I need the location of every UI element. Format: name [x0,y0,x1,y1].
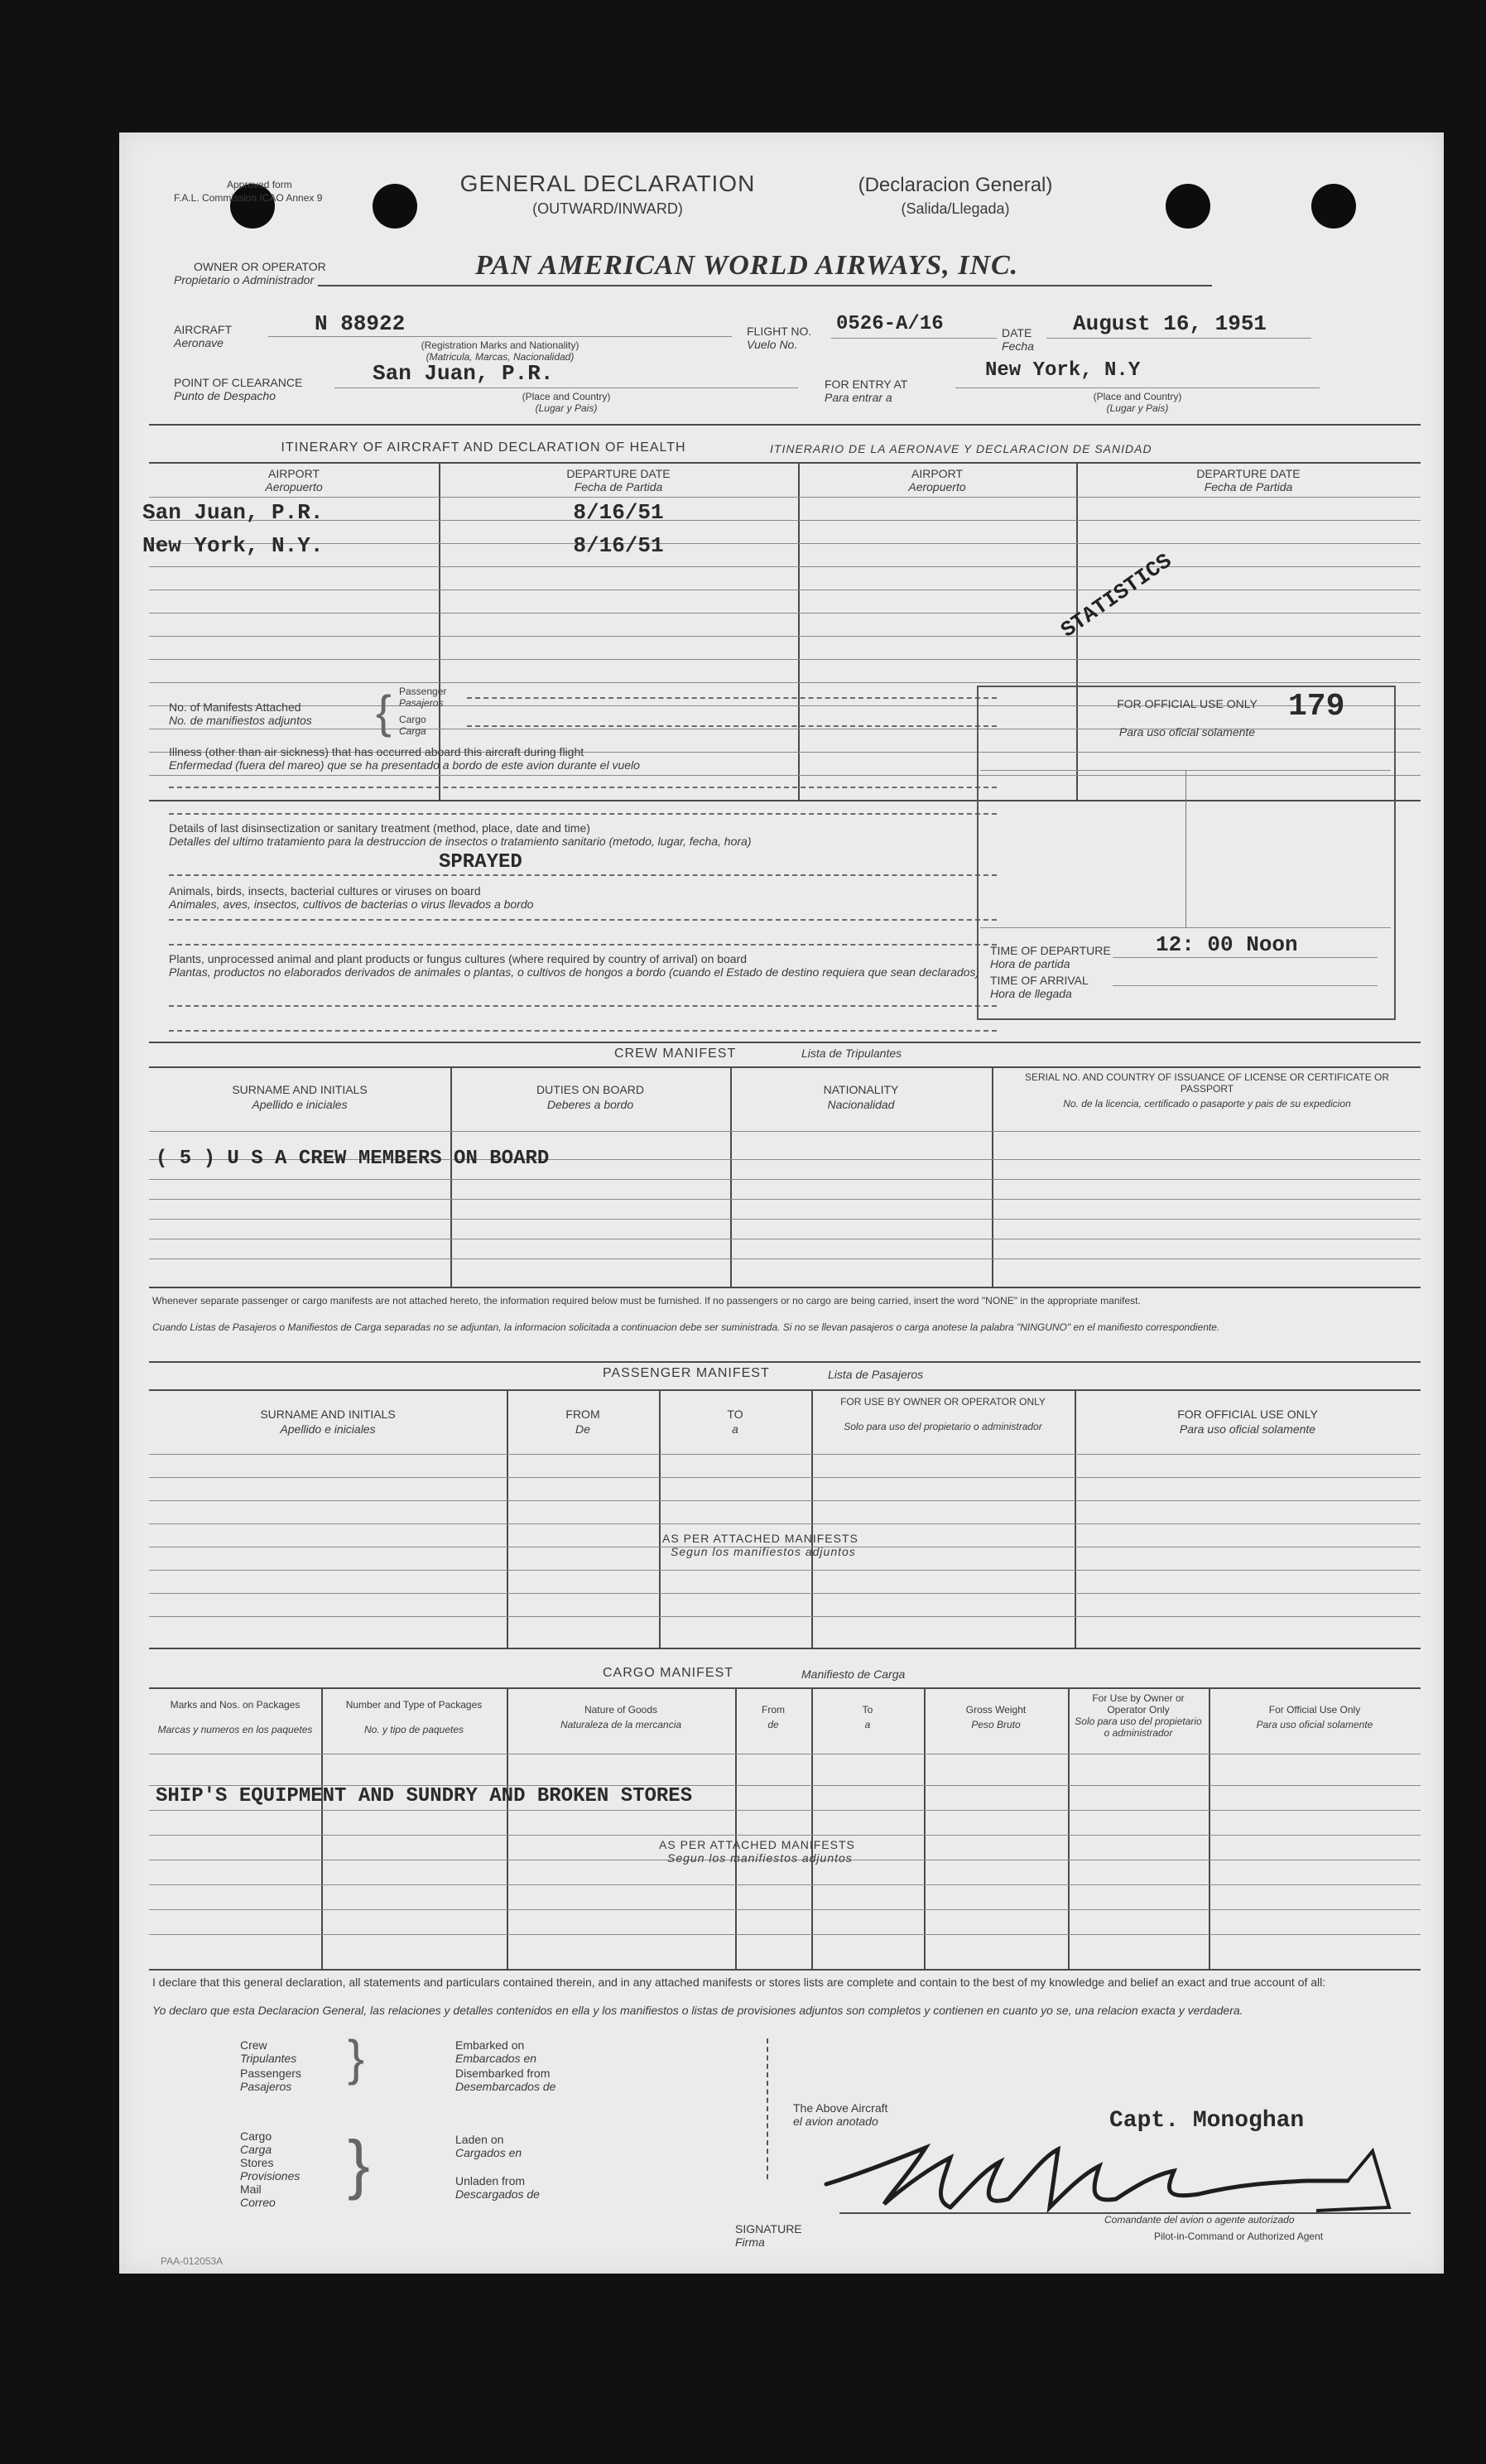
date-label-es: Fecha [1002,339,1034,353]
passenger-stamp-es: Segun los manifiestos adjuntos [671,1545,856,1558]
decl-passengers-es: Pasajeros [240,2080,292,2093]
date-label: DATE [1002,326,1032,339]
form-title-sub: (OUTWARD/INWARD) [532,200,683,217]
disinsect-label: Details of last disinsectization or sanitary treatment (method, place, date and time) [169,821,590,835]
clearance-label: POINT OF CLEARANCE [174,376,303,389]
aircraft-value: N 88922 [315,311,406,336]
itinerary-col-departure: DEPARTURE DATE [566,467,671,480]
decl-brace-b: } [348,2127,370,2201]
crew-col-surname: SURNAME AND INITIALS [232,1083,368,1096]
cargo-stamp-es: Segun los manifiestos adjuntos [667,1851,853,1865]
decl-laden: Laden on [455,2133,504,2146]
punch-hole [1311,184,1356,229]
cargo-col-nature-es: Naturaleza de la mercancia [560,1719,682,1730]
cargo-label: Cargo [399,714,426,725]
passenger-stamp: AS PER ATTACHED MANIFESTS [662,1532,858,1545]
entry-label-es: Para entrar a [825,391,892,404]
cargo-col-from: From [762,1704,785,1716]
itinerary-col-airport-2: AIRPORT [911,467,963,480]
cargo-label-es: Carga [399,725,426,737]
passenger-col-owner: FOR USE BY OWNER OR OPERATOR ONLY [840,1396,1046,1408]
manifests-brace: { [376,686,392,738]
decl-unladen: Unladen from [455,2174,526,2187]
cargo-col-marks-es: Marcas y numeros en los paquetes [157,1724,313,1735]
passenger-heading: PASSENGER MANIFEST [603,1366,770,1380]
cargo-col-official-es: Para uso oficial solamente [1256,1719,1373,1730]
flight-value: 0526-A/16 [836,313,944,335]
above-aircraft-es: el avion anotado [793,2115,878,2128]
entry-label: FOR ENTRY AT [825,378,908,391]
passenger-col-from: FROM [565,1408,600,1421]
cargo-col-to: To [862,1704,873,1716]
crew-col-nationality-es: Nacionalidad [827,1098,895,1111]
passenger-col-to-es: a [732,1422,738,1436]
animals-label-es: Animales, aves, insectos, cultivos de bacterias o virus llevados a bordo [169,898,534,911]
approval-note: Approved form [227,179,292,190]
decl-cargo: Cargo [240,2130,272,2143]
itinerary-col-departure-2: DEPARTURE DATE [1196,467,1301,480]
punch-hole [230,184,275,229]
cargo-heading-es: Manifiesto de Carga [801,1668,906,1681]
itinerary-col-airport: AIRPORT [268,467,320,480]
cargo-col-marks: Marks and Nos. on Packages [170,1699,301,1711]
disinsect-label-es: Detalles del ultimo tratamiento para la destruccion de insectos o tratamiento sanitario (metodo, lugar, fecha, hora) [169,835,752,848]
itinerary-col-departure-2-es: Fecha de Partida [1204,480,1293,493]
passenger-col-surname-es: Apellido e iniciales [280,1422,376,1436]
manifests-label-es: No. de manifiestos adjuntos [169,714,312,727]
passenger-col-from-es: De [575,1422,590,1436]
itinerary-airport-2: New York, N.Y. [142,533,324,558]
decl-embarked: Embarked on [455,2038,525,2052]
declaration-text: I declare that this general declaration, all statements and particulars contained therein, and in any attached manifests or stores lists are complete and contain to the best of my knowledge and belief an exact and true account of all: [152,1976,1326,1989]
cargo-col-weight: Gross Weight [965,1704,1027,1716]
manifest-note: Whenever separate passenger or cargo manifests are not attached hereto, the information required below must be furnished. If no passengers or no cargo are being carried, insert the word "NONE" in the appropriate manifest. [152,1295,1141,1307]
cargo-col-owner-es: Solo para uso del propietario o administrador [1075,1716,1202,1739]
form-title-es-sub: (Salida/Llegada) [901,200,1010,217]
passenger-col-official-es: Para uso oficial solamente [1179,1422,1316,1436]
clearance-sublabel-es: (Lugar y Pais) [535,402,598,414]
crew-col-license-es: No. de la licencia, certificado o pasaporte y pais de su expedicion [1063,1098,1351,1109]
passenger-col-official: FOR OFFICIAL USE ONLY [1177,1408,1318,1421]
captain-name: Capt. Monoghan [1109,2108,1305,2134]
illness-label: Illness (other than air sickness) that has occurred aboard this aircraft during flight [169,745,584,758]
declaration-text-es: Yo declaro que esta Declaracion General, las relaciones y detalles contenidos en ella y los manifiestos o listas de provisiones adjuntos son completos y contienen en cuanto yo se, una relacion exacta y verdadera. [152,2004,1243,2017]
date-value: August 16, 1951 [1073,311,1267,336]
flight-label-es: Vuelo No. [747,338,798,351]
cargo-col-official: For Official Use Only [1268,1704,1361,1716]
form-title-es: (Declaracion General) [858,174,1053,196]
aircraft-label: AIRCRAFT [174,323,232,336]
punch-hole [1166,184,1210,229]
cargo-stamp: AS PER ATTACHED MANIFESTS [659,1838,855,1851]
decl-disembarked-es: Desembarcados de [455,2080,556,2093]
departure-time-label-es: Hora de partida [990,957,1070,970]
aircraft-label-es: Aeronave [174,336,224,349]
signature-label: SIGNATURE [735,2222,802,2235]
cargo-col-owner: For Use by Owner or Operator Only [1092,1692,1185,1716]
plants-label-es: Plantas, productos no elaborados derivados de animales o plantas, o cultivos de hongos a bordo (cuando el Estado de destino requiera que sean declarados) [169,965,980,979]
crew-entry: ( 5 ) U S A CREW MEMBERS ON BOARD [156,1148,550,1170]
decl-mail-es: Correo [240,2196,276,2209]
official-label: FOR OFFICIAL USE ONLY [1117,697,1258,710]
passenger-col-to: TO [727,1408,743,1421]
cargo-entry: SHIP'S EQUIPMENT AND SUNDRY AND BROKEN STORES [156,1785,693,1807]
decl-mail: Mail [240,2182,262,2196]
decl-brace-a: } [348,2030,365,2086]
plants-label: Plants, unprocessed animal and plant products or fungus cultures (where required by country of arrival) on board [169,952,748,965]
cargo-col-to-es: a [864,1719,871,1730]
decl-passengers: Passengers [240,2067,301,2080]
form-title: GENERAL DECLARATION [459,171,756,196]
itinerary-airport-1: San Juan, P.R. [142,500,324,525]
departure-time-value: 12: 00 Noon [1156,932,1298,957]
animals-label: Animals, birds, insects, bacterial cultures or viruses on board [169,884,481,898]
owner-value: PAN AMERICAN WORLD AIRWAYS, INC. [475,250,1019,281]
disinsect-value: SPRAYED [439,851,522,873]
itinerary-col-departure-es: Fecha de Partida [574,480,663,493]
decl-crew-es: Tripulantes [240,2052,297,2065]
passenger-label-es: Pasajeros [399,697,444,709]
departure-time-label: TIME OF DEPARTURE [990,944,1111,957]
cargo-col-number-es: No. y tipo de paquetes [363,1724,464,1735]
official-number: 179 [1288,689,1345,724]
decl-stores-es: Provisiones [240,2169,301,2182]
owner-label-es: Propietario o Administrador [174,273,315,286]
crew-col-nationality: NATIONALITY [823,1083,899,1096]
decl-stores: Stores [240,2156,274,2169]
owner-label: OWNER OR OPERATOR [194,260,326,273]
manifests-label: No. of Manifests Attached [169,700,301,714]
cargo-col-weight-es: Peso Bruto [971,1719,1021,1730]
arrival-time-label: TIME OF ARRIVAL [990,974,1089,987]
footer-code: PAA-012053A [161,2255,224,2267]
cargo-col-from-es: de [767,1719,779,1730]
form-reference: F.A.L. Commission ICAO Annex 9 [174,192,323,204]
manifest-note-es: Cuando Listas de Pasajeros o Manifiestos de Carga separadas no se adjuntan, la informacion solicitada a continuacion debe ser suministrada. Si no se llevan pasajeros o carga anotese la palabra "NINGUNO" en el manifiesto correspondiente. [152,1321,1220,1333]
crew-heading: CREW MANIFEST [614,1047,737,1061]
decl-disembarked: Disembarked from [455,2067,551,2080]
clearance-sublabel: (Place and Country) [522,391,611,402]
cargo-heading: CARGO MANIFEST [603,1666,734,1680]
itinerary-heading: ITINERARY OF AIRCRAFT AND DECLARATION OF HEALTH [281,440,686,455]
decl-embarked-es: Embarcados en [455,2052,537,2065]
passenger-heading-es: Lista de Pasajeros [828,1368,924,1381]
flight-label: FLIGHT NO. [747,325,812,338]
cargo-col-number: Number and Type of Packages [345,1699,483,1711]
crew-heading-es: Lista de Tripulantes [801,1047,902,1060]
signer-role: Pilot-in-Command or Authorized Agent [1154,2231,1324,2242]
entry-value: New York, N.Y [985,359,1141,382]
itinerary-heading-es: ITINERARIO DE LA AERONAVE Y DECLARACION DE SANIDAD [770,442,1152,455]
general-declaration-form [119,132,1444,2274]
passenger-col-surname: SURNAME AND INITIALS [260,1408,396,1421]
entry-sublabel-es: (Lugar y Pais) [1106,402,1169,414]
illness-label-es: Enfermedad (fuera del mareo) que se ha presentado a bordo de este avion durante el vuelo [169,758,640,772]
arrival-time-label-es: Hora de llegada [990,987,1072,1000]
entry-sublabel: (Place and Country) [1093,391,1182,402]
itinerary-date-2: 8/16/51 [573,533,664,558]
cargo-col-nature: Nature of Goods [584,1704,658,1716]
decl-unladen-es: Descargados de [455,2187,540,2201]
decl-cargo-es: Carga [240,2143,272,2156]
punch-hole [373,184,417,229]
statistics-stamp: STATISTICS [1056,548,1177,643]
official-label-es: Para uso oficial solamente [1118,725,1256,739]
decl-laden-es: Cargados en [455,2146,522,2159]
above-aircraft: The Above Aircraft [793,2101,888,2115]
crew-col-surname-es: Apellido e iniciales [252,1098,348,1111]
decl-crew: Crew [240,2038,267,2052]
aircraft-sublabel-es: (Matricula, Marcas, Nacionalidad) [426,351,575,363]
itinerary-date-1: 8/16/51 [573,500,664,525]
crew-col-duties: DUTIES ON BOARD [536,1083,644,1096]
passenger-col-owner-es: Solo para uso del propietario o administrador [844,1421,1042,1432]
signer-role-es: Comandante del avion o agente autorizado [1104,2214,1295,2226]
itinerary-col-airport-es: Aeropuerto [265,480,323,493]
clearance-label-es: Punto de Despacho [174,389,276,402]
aircraft-sublabel: (Registration Marks and Nationality) [421,339,579,351]
crew-col-license: SERIAL NO. AND COUNTRY OF ISSUANCE OF LICENSE OR CERTIFICATE OR PASSPORT [1024,1071,1390,1095]
passenger-label: Passenger [399,686,447,697]
crew-col-duties-es: Deberes a bordo [546,1098,634,1111]
signature-label-es: Firma [735,2235,765,2249]
itinerary-col-airport-2-es: Aeropuerto [908,480,966,493]
clearance-value: San Juan, P.R. [373,361,554,386]
